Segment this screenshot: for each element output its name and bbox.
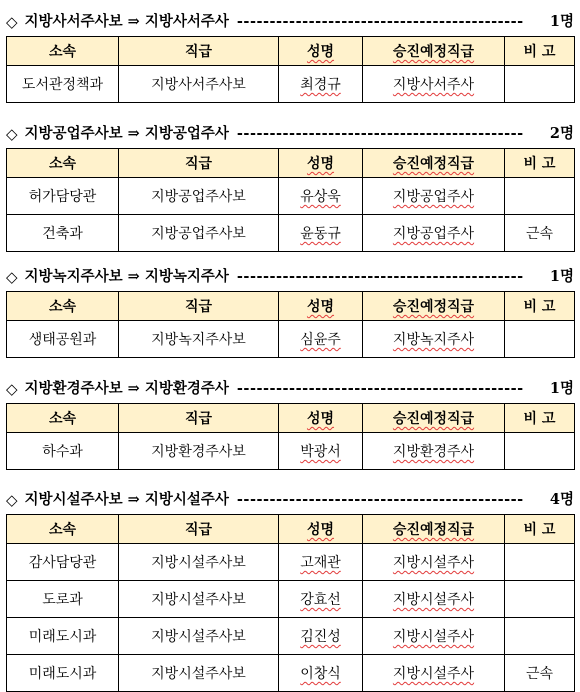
table-row	[7, 581, 575, 618]
column-header: 비 고	[505, 515, 575, 544]
table-header-row	[7, 292, 575, 321]
table-header-row	[7, 404, 575, 433]
section-header	[6, 120, 574, 148]
grade-from: 지방녹지주사보	[24, 268, 123, 285]
column-header: 성명	[279, 292, 363, 321]
diamond-icon: ◇	[6, 380, 18, 398]
table-row	[7, 544, 575, 581]
grade-cell: 지방시설주사보	[119, 581, 279, 618]
promotion-table	[6, 148, 575, 252]
column-header: 소속	[7, 404, 119, 433]
table-row	[7, 178, 575, 215]
table-header-row	[7, 37, 575, 66]
column-header: 소속	[7, 149, 119, 178]
table-row	[7, 618, 575, 655]
name-cell: 심윤주	[279, 321, 363, 358]
column-header: 비 고	[505, 404, 575, 433]
dept-cell: 감사담당관	[7, 544, 119, 581]
promotion-section	[6, 486, 574, 692]
section-header	[6, 486, 574, 514]
table-row	[7, 66, 575, 103]
column-header: 비 고	[505, 149, 575, 178]
grade-cell: 지방사서주사보	[119, 66, 279, 103]
column-header: 승진예정직급	[363, 149, 505, 178]
arrow-icon: ⇒	[122, 491, 145, 508]
column-header: 승진예정직급	[363, 404, 505, 433]
name-cell: 유상욱	[279, 178, 363, 215]
column-header: 소속	[7, 37, 119, 66]
name-cell: 강효선	[279, 581, 363, 618]
grade-to: 지방시설주사	[144, 491, 229, 508]
section-title	[25, 263, 229, 291]
column-header: 성명	[279, 149, 363, 178]
table-row	[7, 433, 575, 470]
column-header: 성명	[279, 37, 363, 66]
grade-cell: 지방시설주사보	[119, 544, 279, 581]
promotion-table	[6, 514, 575, 692]
note-cell	[505, 544, 575, 581]
section-title	[25, 375, 229, 403]
target-grade-cell: 지방시설주사	[363, 618, 505, 655]
headcount: 2명	[549, 125, 574, 142]
target-grade-cell: 지방시설주사	[363, 544, 505, 581]
promotion-table	[6, 403, 575, 470]
table-row	[7, 655, 575, 692]
promotion-section	[6, 375, 574, 470]
headcount: 1명	[549, 380, 574, 397]
headcount: 4명	[549, 491, 574, 508]
promotion-section	[6, 8, 574, 103]
name-cell: 이창식	[279, 655, 363, 692]
column-header: 승진예정직급	[363, 292, 505, 321]
column-header: 직급	[119, 515, 279, 544]
grade-to: 지방녹지주사	[144, 268, 229, 285]
diamond-icon: ◇	[6, 13, 18, 31]
grade-cell: 지방녹지주사보	[119, 321, 279, 358]
column-header: 승진예정직급	[363, 515, 505, 544]
target-grade-cell: 지방공업주사	[363, 215, 505, 252]
table-row	[7, 321, 575, 358]
column-header: 승진예정직급	[363, 37, 505, 66]
table-header-row	[7, 149, 575, 178]
arrow-icon: ⇒	[122, 268, 145, 285]
note-cell	[505, 178, 575, 215]
promotion-section	[6, 120, 574, 252]
section-title	[25, 486, 229, 514]
promotion-table	[6, 291, 575, 358]
target-grade-cell: 지방환경주사	[363, 433, 505, 470]
target-grade-cell: 지방녹지주사	[363, 321, 505, 358]
dash-leader: --------------------------------------------	[236, 380, 524, 397]
grade-cell: 지방환경주사보	[119, 433, 279, 470]
arrow-icon: ⇒	[122, 380, 145, 397]
arrow-icon: ⇒	[122, 13, 145, 30]
note-cell: 근속	[505, 655, 575, 692]
table-row	[7, 215, 575, 252]
section-header	[6, 8, 574, 36]
grade-cell: 지방시설주사보	[119, 618, 279, 655]
name-cell: 김진성	[279, 618, 363, 655]
dept-cell: 생태공원과	[7, 321, 119, 358]
grade-from: 지방공업주사보	[24, 125, 123, 142]
dash-leader: --------------------------------------------	[236, 13, 524, 30]
column-header: 직급	[119, 149, 279, 178]
note-cell: 근속	[505, 215, 575, 252]
grade-from: 지방시설주사보	[24, 491, 123, 508]
grade-cell: 지방공업주사보	[119, 215, 279, 252]
note-cell	[505, 433, 575, 470]
diamond-icon: ◇	[6, 268, 18, 286]
headcount: 1명	[549, 268, 574, 285]
headcount: 1명	[549, 13, 574, 30]
target-grade-cell: 지방시설주사	[363, 581, 505, 618]
note-cell	[505, 66, 575, 103]
dept-cell: 도로과	[7, 581, 119, 618]
grade-cell: 지방공업주사보	[119, 178, 279, 215]
column-header: 성명	[279, 515, 363, 544]
column-header: 비 고	[505, 292, 575, 321]
grade-from: 지방환경주사보	[24, 380, 123, 397]
dept-cell: 미래도시과	[7, 655, 119, 692]
target-grade-cell: 지방시설주사	[363, 655, 505, 692]
grade-to: 지방공업주사	[144, 125, 229, 142]
grade-cell: 지방시설주사보	[119, 655, 279, 692]
dept-cell: 허가담당관	[7, 178, 119, 215]
dash-leader: --------------------------------------------	[236, 491, 524, 508]
note-cell	[505, 581, 575, 618]
column-header: 소속	[7, 515, 119, 544]
diamond-icon: ◇	[6, 491, 18, 509]
column-header: 성명	[279, 404, 363, 433]
diamond-icon: ◇	[6, 125, 18, 143]
column-header: 직급	[119, 404, 279, 433]
arrow-icon: ⇒	[122, 125, 145, 142]
grade-from: 지방사서주사보	[24, 13, 123, 30]
grade-to: 지방사서주사	[144, 13, 229, 30]
column-header: 비 고	[505, 37, 575, 66]
target-grade-cell: 지방공업주사	[363, 178, 505, 215]
section-header	[6, 263, 574, 291]
section-header	[6, 375, 574, 403]
name-cell: 고재관	[279, 544, 363, 581]
name-cell: 윤동규	[279, 215, 363, 252]
name-cell: 최경규	[279, 66, 363, 103]
dept-cell: 미래도시과	[7, 618, 119, 655]
dept-cell: 도서관정책과	[7, 66, 119, 103]
promotion-table	[6, 36, 575, 103]
dash-leader: --------------------------------------------	[236, 125, 524, 142]
table-header-row	[7, 515, 575, 544]
grade-to: 지방환경주사	[144, 380, 229, 397]
target-grade-cell: 지방사서주사	[363, 66, 505, 103]
note-cell	[505, 618, 575, 655]
column-header: 소속	[7, 292, 119, 321]
note-cell	[505, 321, 575, 358]
column-header: 직급	[119, 292, 279, 321]
section-title	[25, 120, 229, 148]
name-cell: 박광서	[279, 433, 363, 470]
dept-cell: 건축과	[7, 215, 119, 252]
promotion-section	[6, 263, 574, 358]
section-title	[25, 8, 229, 36]
dash-leader: --------------------------------------------	[236, 268, 524, 285]
column-header: 직급	[119, 37, 279, 66]
dept-cell: 하수과	[7, 433, 119, 470]
